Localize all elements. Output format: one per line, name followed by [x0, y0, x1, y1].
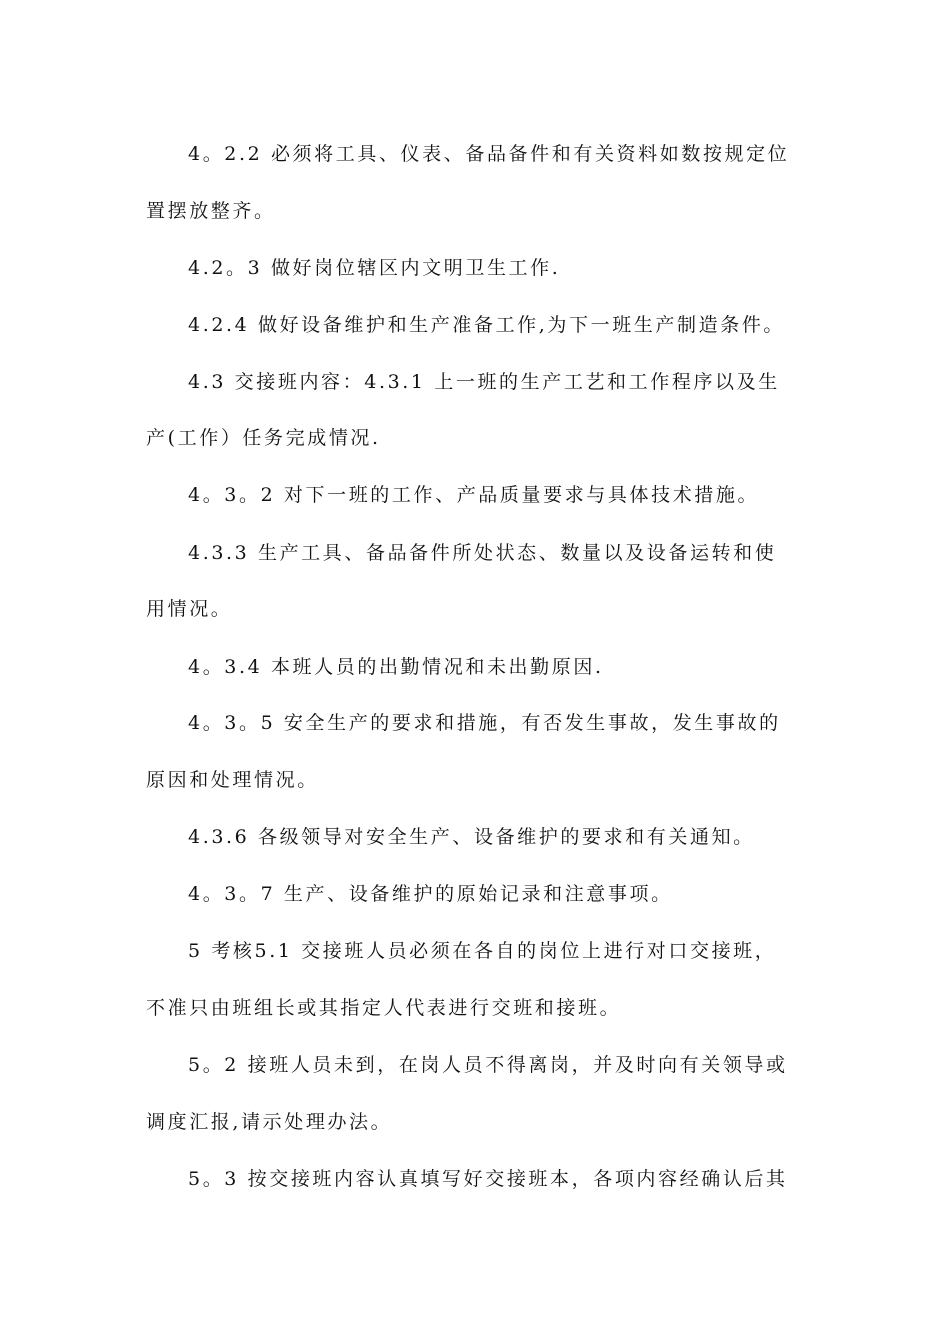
text-line: 4.3.6 各级领导对安全生产、设备维护的要求和有关通知。: [188, 826, 755, 848]
text-line: 用情况。: [146, 598, 233, 620]
text-line: 原因和处理情况。: [146, 769, 319, 791]
text-line: 4。3.4 本班人员的出勤情况和未出勤原因.: [188, 656, 604, 678]
text-line: 产(工作）任务完成情况.: [146, 427, 381, 449]
text-line: 4.2。3 做好岗位辖区内文明卫生工作.: [188, 257, 561, 279]
text-line: 4.2.4 做好设备维护和生产准备工作,为下一班生产制造条件。: [188, 314, 786, 336]
text-line: 调度汇报,请示处理办法。: [146, 1111, 393, 1133]
text-line: 4。3。7 生产、设备维护的原始记录和注意事项。: [188, 883, 673, 905]
text-line: 置摆放整齐。: [146, 200, 276, 222]
text-line: 4.3.3 生产工具、备品备件所处状态、数量以及设备运转和使: [188, 542, 777, 564]
text-line: 5。3 按交接班内容认真填写好交接班本，各项内容经确认后其: [188, 1168, 788, 1190]
text-line: 4。3。2 对下一班的工作、产品质量要求与具体技术措施。: [188, 484, 760, 506]
text-line: 5。2 接班人员未到，在岗人员不得离岗，并及时向有关领导或: [188, 1054, 788, 1076]
text-line: 4.3 交接班内容：4.3.1 上一班的生产工艺和工作程序以及生: [188, 371, 780, 393]
text-line: 5 考核5.1 交接班人员必须在各自的岗位上进行对口交接班，: [188, 940, 777, 962]
text-line: 不准只由班组长或其指定人代表进行交班和接班。: [146, 997, 622, 1019]
text-line: 4。2.2 必须将工具、仪表、备品备件和有关资料如数按规定位: [188, 143, 790, 165]
text-line: 4。3。5 安全生产的要求和措施，有否发生事故，发生事故的: [188, 712, 781, 734]
